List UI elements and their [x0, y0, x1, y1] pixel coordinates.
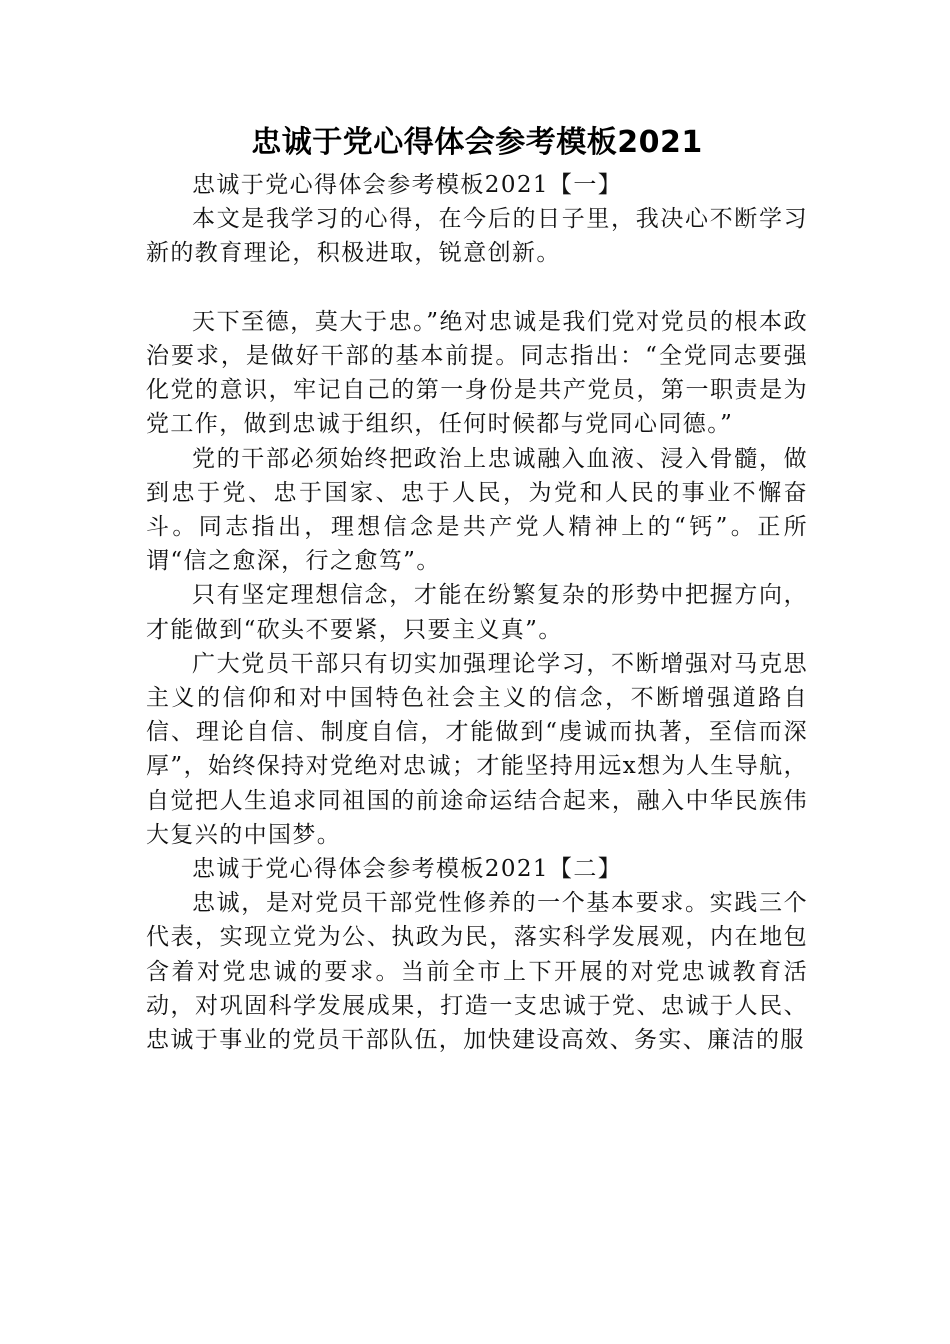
paragraph: 本文是我学习的心得，在今后的日子里，我决心不断学习新的教育理论，积极进取，锐意创新。	[146, 206, 808, 267]
paragraph: 党的干部必须始终把政治上忠诚融入血液、浸入骨髓，做到忠于党、忠于国家、忠于人民，为党和人民的事业不懈奋斗。同志指出，理想信念是共产党人精神上的“钙”。正所谓“信之愈深，行之愈笃”。	[146, 445, 808, 575]
blank-line	[146, 271, 808, 305]
paragraph: 忠诚，是对党员干部党性修养的一个基本要求。实践三个代表，实现立党为公、执政为民，落实科学发展观，内在地包含着对党忠诚的要求。当前全市上下开展的对党忠诚教育活动，对巩固科学发展成果，打造一支忠诚于党、忠诚于人民、忠诚于事业的党员干部队伍，加快建设高效、务实、廉洁的服	[146, 890, 808, 1054]
document-title: 忠诚于党心得体会参考模板2021	[251, 125, 703, 160]
paragraph: 广大党员干部只有切实加强理论学习，不断增强对马克思主义的信仰和对中国特色社会主义的信念，不断增强道路自信、理论自信、制度自信，才能做到“虔诚而执著，至信而深厚”，始终保持对党绝对忠诚；才能坚持用远x想为人生导航，自觉把人生追求同祖国的前途命运结合起来，融入中华民族伟大复兴的中国梦。	[146, 650, 808, 848]
section-heading-2: 忠诚于党心得体会参考模板2021【二】	[192, 856, 623, 883]
paragraph: 只有坚定理想信念，才能在纷繁复杂的形势中把握方向，才能做到“砍头不要紧，只要主义真”。	[146, 582, 808, 643]
section-heading-1: 忠诚于党心得体会参考模板2021【一】	[192, 172, 623, 198]
paragraph: 天下至德，莫大于忠。”绝对忠诚是我们党对党员的根本政治要求，是做好干部的基本前提。同志指出：“全党同志要强化党的意识，牢记自己的第一身份是共产党员，第一职责是为党工作，做到忠诚于组织，任何时候都与党同心同德。”	[146, 308, 808, 438]
document-body	[146, 118, 808, 1057]
